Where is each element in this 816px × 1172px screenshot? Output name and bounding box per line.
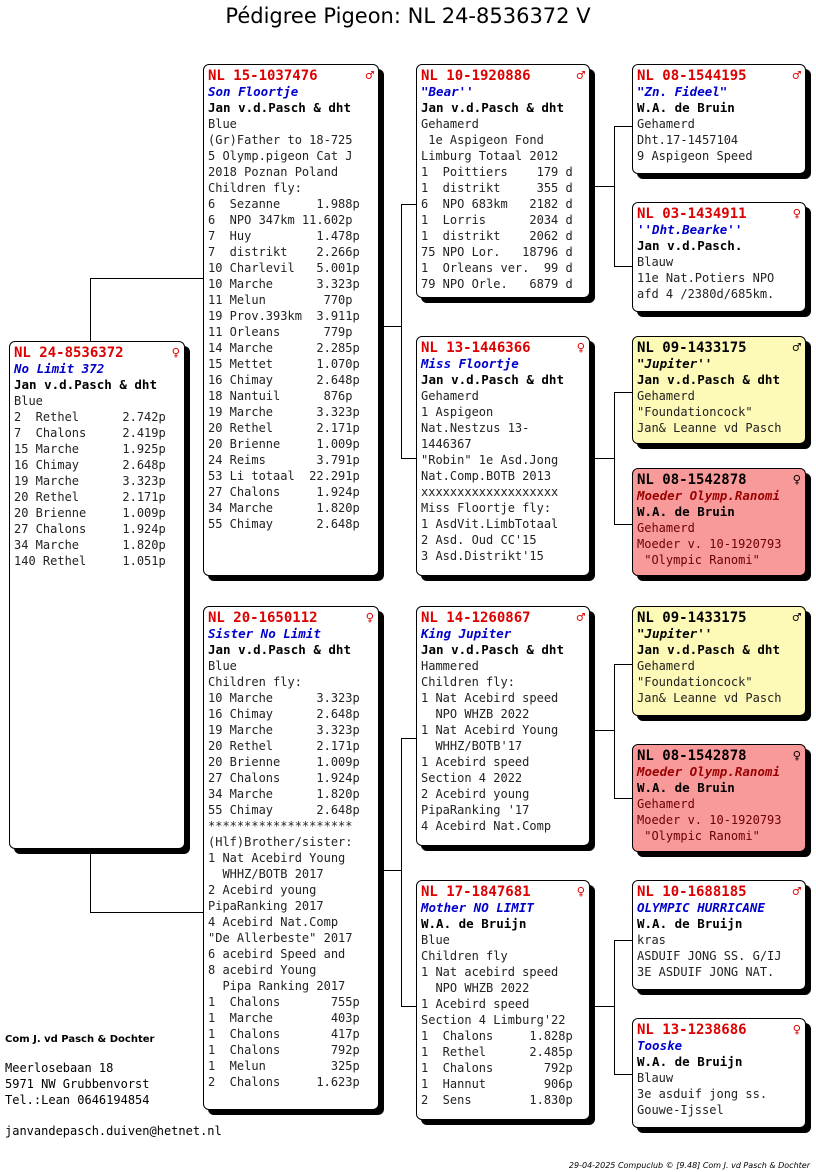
info-line: 11e Nat.Potiers NPO bbox=[637, 271, 775, 285]
result-line: 20 Brienne 1.009p bbox=[14, 506, 166, 520]
ring-number: NL 10-1688185 bbox=[637, 884, 747, 900]
pigeon-card-dam-sire[interactable] bbox=[416, 606, 590, 846]
info-line: Moeder v. 10-1920793 bbox=[637, 813, 782, 827]
info-line: Gehamerd bbox=[637, 117, 695, 131]
result-line: 10 Marche 3.323p bbox=[208, 691, 360, 705]
result-line: 1 Chalons 792p bbox=[208, 1043, 360, 1057]
result-line: 1 Poittiers 179 d bbox=[421, 165, 573, 179]
result-line: 19 Marche 3.323p bbox=[14, 474, 166, 488]
ring-number: NL 08-1542878 bbox=[637, 472, 747, 488]
pigeon-card-sds[interactable] bbox=[632, 336, 806, 444]
breeder: W.A. de Bruin bbox=[637, 100, 735, 115]
info-line: 4 Acebird Nat.Comp bbox=[421, 819, 552, 833]
info-line: Children fly: bbox=[208, 675, 302, 689]
ring-number: NL 13-1238686 bbox=[637, 1022, 747, 1038]
pigeon-card-dam-dam[interactable] bbox=[416, 880, 590, 1120]
info-line: 1 Nat Acebird Young bbox=[208, 851, 346, 865]
info-line: Gehamerd bbox=[421, 389, 479, 403]
ring-number: NL 17-1847681 bbox=[421, 884, 531, 900]
info-line: "Robin" 1e Asd.Jong bbox=[421, 453, 559, 467]
info-line: 3E ASDUIF JONG NAT. bbox=[637, 965, 775, 979]
info-line: PipaRanking '17 bbox=[421, 803, 530, 817]
pigeon-card-sdd[interactable] bbox=[632, 468, 806, 576]
ring-number: NL 09-1433175 bbox=[637, 610, 747, 626]
info-line: 2018 Poznan Poland bbox=[208, 165, 339, 179]
male-icon: ♂ bbox=[792, 610, 801, 626]
info-line: Blue bbox=[421, 933, 450, 947]
info-line: Section 4 Limburg'22 bbox=[421, 1013, 566, 1027]
info-line: Nat.Comp.BOTB 2013 bbox=[421, 469, 552, 483]
info-line: Gehamerd bbox=[637, 389, 695, 403]
ring-number: NL 08-1544195 bbox=[637, 68, 747, 84]
pigeon-name: Miss Floortje bbox=[421, 356, 519, 371]
result-line: 55 Chimay 2.648p bbox=[208, 517, 360, 531]
info-line: 1 Aspigeon bbox=[421, 405, 494, 419]
info-line: 1 Nat Acebird speed bbox=[421, 691, 559, 705]
ring-number: NL 09-1433175 bbox=[637, 340, 747, 356]
result-line: 10 Charlevil 5.001p bbox=[208, 261, 360, 275]
info-line: "Foundationcock" bbox=[637, 675, 753, 689]
pigeon-name: OLYMPIC HURRICANE bbox=[637, 900, 765, 915]
result-line: 16 Chimay 2.648p bbox=[14, 458, 166, 472]
result-line: 18 Nantuil 876p bbox=[208, 389, 353, 403]
result-line: 14 Marche 2.285p bbox=[208, 341, 360, 355]
result-line: 20 Rethel 2.171p bbox=[14, 490, 166, 504]
pigeon-name: King Jupiter bbox=[421, 626, 512, 641]
info-line: Limburg Totaal 2012 bbox=[421, 149, 559, 163]
info-line: Blue bbox=[208, 659, 237, 673]
ring-number: NL 20-1650112 bbox=[208, 610, 318, 626]
info-line: Gehamerd bbox=[637, 659, 695, 673]
breeder: W.A. de Bruin bbox=[637, 504, 735, 519]
pigeon-card-sire[interactable] bbox=[203, 64, 379, 576]
info-line: Blauw bbox=[637, 1071, 674, 1085]
breeder: Jan v.d.Pasch & dht bbox=[14, 377, 157, 392]
female-icon: ♀ bbox=[365, 610, 374, 626]
breeder: Jan v.d.Pasch & dht bbox=[421, 100, 564, 115]
female-icon: ♀ bbox=[792, 748, 801, 764]
result-line: 2 Rethel 2.742p bbox=[14, 410, 166, 424]
info-line: Nat.Nestzus 13- bbox=[421, 421, 530, 435]
result-line: 2 Chalons 1.623p bbox=[208, 1075, 360, 1089]
info-line: kras bbox=[637, 933, 666, 947]
pigeon-name: Moeder Olymp.Ranomi bbox=[637, 488, 780, 503]
pigeon-card-sire-dam[interactable] bbox=[416, 336, 590, 576]
pigeon-name: "Jupiter'' bbox=[637, 626, 713, 641]
pigeon-name: "Bear'' bbox=[421, 84, 474, 99]
breeder: W.A. de Bruijn bbox=[637, 1054, 743, 1069]
breeder: W.A. de Bruijn bbox=[421, 916, 527, 931]
breeder: Jan v.d.Pasch & dht bbox=[637, 642, 780, 657]
info-line: PipaRanking 2017 bbox=[208, 899, 324, 913]
result-line: 15 Mettet 1.070p bbox=[208, 357, 360, 371]
info-line: 3 Asd.Distrikt'15 bbox=[421, 549, 544, 563]
info-line: Children fly bbox=[421, 949, 508, 963]
pigeon-name: Sister No Limit bbox=[208, 626, 321, 641]
result-line: 6 NPO 683km 2182 d bbox=[421, 197, 573, 211]
ring-number: NL 08-1542878 bbox=[637, 748, 747, 764]
result-line: 20 Rethel 2.171p bbox=[208, 421, 360, 435]
breeder: Jan v.d.Pasch & dht bbox=[421, 642, 564, 657]
info-line: WHHZ/BOTB 2017 bbox=[208, 867, 324, 881]
result-line: 1 distrikt 355 d bbox=[421, 181, 573, 195]
result-line: 1 Lorris 2034 d bbox=[421, 213, 573, 227]
breeder: Jan v.d.Pasch & dht bbox=[637, 372, 780, 387]
info-line: (Gr)Father to 18-725 bbox=[208, 133, 353, 147]
breeder: W.A. de Bruin bbox=[637, 780, 735, 795]
result-line: 1 Chalons 792p bbox=[421, 1061, 573, 1075]
info-line: 6 acebird Speed and bbox=[208, 947, 346, 961]
result-line: 1 Orleans ver. 99 d bbox=[421, 261, 573, 275]
owner-name: Com J. vd Pasch & Dochter bbox=[5, 1034, 155, 1045]
result-line: 6 NPO 347km 11.602p bbox=[208, 213, 353, 227]
info-line: NPO WHZB 2022 bbox=[421, 707, 530, 721]
info-line: WHHZ/BOTB'17 bbox=[421, 739, 523, 753]
result-line: 34 Marche 1.820p bbox=[208, 501, 360, 515]
result-line: 6 Sezanne 1.988p bbox=[208, 197, 360, 211]
info-line: Children fly: bbox=[208, 181, 302, 195]
info-line: 1 AsdVit.LimbTotaal bbox=[421, 517, 559, 531]
result-line: 27 Chalons 1.924p bbox=[208, 771, 360, 785]
pigeon-card-dsd[interactable] bbox=[632, 744, 806, 852]
info-line: afd 4 /2380d/685km. bbox=[637, 287, 775, 301]
breeder: Jan v.d.Pasch & dht bbox=[208, 642, 351, 657]
result-line: 20 Brienne 1.009p bbox=[208, 755, 360, 769]
info-line: 1 Acebird speed bbox=[421, 997, 530, 1011]
info-line: 1 Nat Acebird Young bbox=[421, 723, 559, 737]
address-line: Meerlosebaan 18 bbox=[5, 1061, 114, 1075]
result-line: 19 Prov.393km 3.911p bbox=[208, 309, 360, 323]
info-line: NPO WHZB 2022 bbox=[421, 981, 530, 995]
info-line: (Hlf)Brother/sister: bbox=[208, 835, 353, 849]
result-line: 7 Huy 1.478p bbox=[208, 229, 360, 243]
info-line: 2 Acebird young bbox=[421, 787, 530, 801]
ring-number: NL 14-1260867 bbox=[421, 610, 531, 626]
ring-number: NL 13-1446366 bbox=[421, 340, 531, 356]
male-icon: ♂ bbox=[792, 340, 801, 356]
breeder: W.A. de Bruijn bbox=[637, 916, 743, 931]
info-line: 1 Nat acebird speed bbox=[421, 965, 559, 979]
result-line: 79 NPO Orle. 6879 d bbox=[421, 277, 573, 291]
info-line: ASDUIF JONG SS. G/IJ bbox=[637, 949, 782, 963]
result-line: 19 Marche 3.323p bbox=[208, 405, 360, 419]
female-icon: ♀ bbox=[792, 206, 801, 222]
pigeon-name: ''Dht.Bearke'' bbox=[637, 222, 743, 237]
result-line: 24 Reims 3.791p bbox=[208, 453, 360, 467]
info-line: "De Allerbeste" 2017 bbox=[208, 931, 353, 945]
info-line: 9 Aspigeon Speed bbox=[637, 149, 753, 163]
result-line: 11 Orleans 779p bbox=[208, 325, 353, 339]
info-line: xxxxxxxxxxxxxxxxxxx bbox=[421, 485, 559, 499]
male-icon: ♂ bbox=[792, 884, 801, 900]
male-icon: ♂ bbox=[365, 68, 374, 84]
result-line: 55 Chimay 2.648p bbox=[208, 803, 360, 817]
result-line: 140 Rethel 1.051p bbox=[14, 554, 166, 568]
pigeon-card-dss[interactable] bbox=[632, 606, 806, 716]
pigeon-name: "Jupiter'' bbox=[637, 356, 713, 371]
result-line: 1 Melun 325p bbox=[208, 1059, 360, 1073]
pigeon-card-dds[interactable] bbox=[632, 880, 806, 990]
info-line: Gehamerd bbox=[637, 797, 695, 811]
result-line: 16 Chimay 2.648p bbox=[208, 707, 360, 721]
pigeon-name: Moeder Olymp.Ranomi bbox=[637, 764, 780, 779]
info-line: 2 Asd. Oud CC'15 bbox=[421, 533, 537, 547]
pigeon-name: Mother NO LIMIT bbox=[421, 900, 534, 915]
info-line: 3e asduif jong ss. bbox=[637, 1087, 768, 1101]
result-line: 1 Hannut 906p bbox=[421, 1077, 573, 1091]
female-icon: ♀ bbox=[576, 340, 585, 356]
result-line: 1 distrikt 2062 d bbox=[421, 229, 573, 243]
result-line: 1 Marche 403p bbox=[208, 1011, 360, 1025]
pigeon-card-ssd[interactable] bbox=[632, 202, 806, 312]
male-icon: ♂ bbox=[576, 68, 585, 84]
ring-number: NL 24-8536372 bbox=[14, 345, 124, 361]
result-line: 1 Chalons 755p bbox=[208, 995, 360, 1009]
female-icon: ♀ bbox=[792, 472, 801, 488]
email-link[interactable]: janvandepasch.duiven@hetnet.nl bbox=[5, 1124, 222, 1138]
info-line: 1e Aspigeon Fond bbox=[421, 133, 544, 147]
info-line: Dht.17-1457104 bbox=[637, 133, 739, 147]
info-line: Jan& Leanne vd Pasch bbox=[637, 691, 782, 705]
result-line: 1 Rethel 2.485p bbox=[421, 1045, 573, 1059]
info-line: Gehamerd bbox=[637, 521, 695, 535]
result-line: 11 Melun 770p bbox=[208, 293, 353, 307]
pigeon-card-sss[interactable] bbox=[632, 64, 806, 174]
info-line: 5 Olymp.pigeon Cat J bbox=[208, 149, 353, 163]
result-line: 20 Rethel 2.171p bbox=[208, 739, 360, 753]
male-icon: ♂ bbox=[792, 68, 801, 84]
info-line: Children fly: bbox=[421, 675, 515, 689]
pigeon-card-ddd[interactable] bbox=[632, 1018, 806, 1128]
pigeon-name: Tooske bbox=[637, 1038, 683, 1053]
male-icon: ♂ bbox=[576, 610, 585, 626]
result-line: 34 Marche 1.820p bbox=[14, 538, 166, 552]
info-line: ******************** bbox=[208, 819, 353, 833]
result-line: 20 Brienne 1.009p bbox=[208, 437, 360, 451]
result-line: 10 Marche 3.323p bbox=[208, 277, 360, 291]
info-line: "Olympic Ranomi" bbox=[637, 829, 760, 843]
breeder: Jan v.d.Pasch & dht bbox=[421, 372, 564, 387]
female-icon: ♀ bbox=[171, 345, 180, 361]
info-line: Pipa Ranking 2017 bbox=[208, 979, 346, 993]
result-line: 2 Sens 1.830p bbox=[421, 1093, 573, 1107]
info-line: Blauw bbox=[637, 255, 674, 269]
result-line: 19 Marche 3.323p bbox=[208, 723, 360, 737]
info-line: 8 acebird Young bbox=[208, 963, 317, 977]
info-line: 1446367 bbox=[421, 437, 472, 451]
breeder: Jan v.d.Pasch. bbox=[637, 238, 743, 253]
info-line: Gouwe-Ijssel bbox=[637, 1103, 724, 1117]
info-line: Miss Floortje fly: bbox=[421, 501, 552, 515]
result-line: 16 Chimay 2.648p bbox=[208, 373, 360, 387]
info-line: Hammered bbox=[421, 659, 479, 673]
female-icon: ♀ bbox=[576, 884, 585, 900]
result-line: 1 Chalons 1.828p bbox=[421, 1029, 573, 1043]
ring-number: NL 10-1920886 bbox=[421, 68, 531, 84]
info-line: "Olympic Ranomi" bbox=[637, 553, 760, 567]
info-line: 2 Acebird young bbox=[208, 883, 317, 897]
result-line: 27 Chalons 1.924p bbox=[208, 485, 360, 499]
result-line: 7 Chalons 2.419p bbox=[14, 426, 166, 440]
result-line: 15 Marche 1.925p bbox=[14, 442, 166, 456]
page-title: Pédigree Pigeon: NL 24-8536372 V bbox=[225, 4, 591, 28]
result-line: 1 Chalons 417p bbox=[208, 1027, 360, 1041]
pigeon-name: Son Floortje bbox=[208, 84, 299, 99]
info-line: 4 Acebird Nat.Comp bbox=[208, 915, 339, 929]
address-line: 5971 NW Grubbenvorst bbox=[5, 1077, 150, 1091]
info-line: Gehamerd bbox=[421, 117, 479, 131]
info-line: Blue bbox=[14, 394, 43, 408]
result-line: 7 distrikt 2.266p bbox=[208, 245, 360, 259]
info-line: Jan& Leanne vd Pasch bbox=[637, 421, 782, 435]
ring-number: NL 15-1037476 bbox=[208, 68, 318, 84]
result-line: 75 NPO Lor. 18796 d bbox=[421, 245, 573, 259]
phone: Tel.:Lean 0646194854 bbox=[5, 1093, 150, 1107]
ring-number: NL 03-1434911 bbox=[637, 206, 747, 222]
pigeon-card-dam[interactable] bbox=[203, 606, 379, 1110]
result-line: 34 Marche 1.820p bbox=[208, 787, 360, 801]
pigeon-name: "Zn. Fideel" bbox=[637, 84, 728, 99]
info-line: Section 4 2022 bbox=[421, 771, 523, 785]
female-icon: ♀ bbox=[792, 1022, 801, 1038]
info-line: Blue bbox=[208, 117, 237, 131]
print-stamp: 29-04-2025 Compuclub © [9.48] Com J. vd Pasch & Dochter bbox=[568, 1161, 810, 1170]
result-line: 27 Chalons 1.924p bbox=[14, 522, 166, 536]
info-line: 1 Acebird speed bbox=[421, 755, 530, 769]
pigeon-name: No Limit 372 bbox=[14, 361, 105, 376]
pigeon-card-subject[interactable] bbox=[9, 341, 185, 849]
info-line: "Foundationcock" bbox=[637, 405, 753, 419]
info-line: Moeder v. 10-1920793 bbox=[637, 537, 782, 551]
pigeon-card-sire-sire[interactable] bbox=[416, 64, 590, 298]
result-line: 53 Li totaal 22.291p bbox=[208, 469, 360, 483]
breeder: Jan v.d.Pasch & dht bbox=[208, 100, 351, 115]
